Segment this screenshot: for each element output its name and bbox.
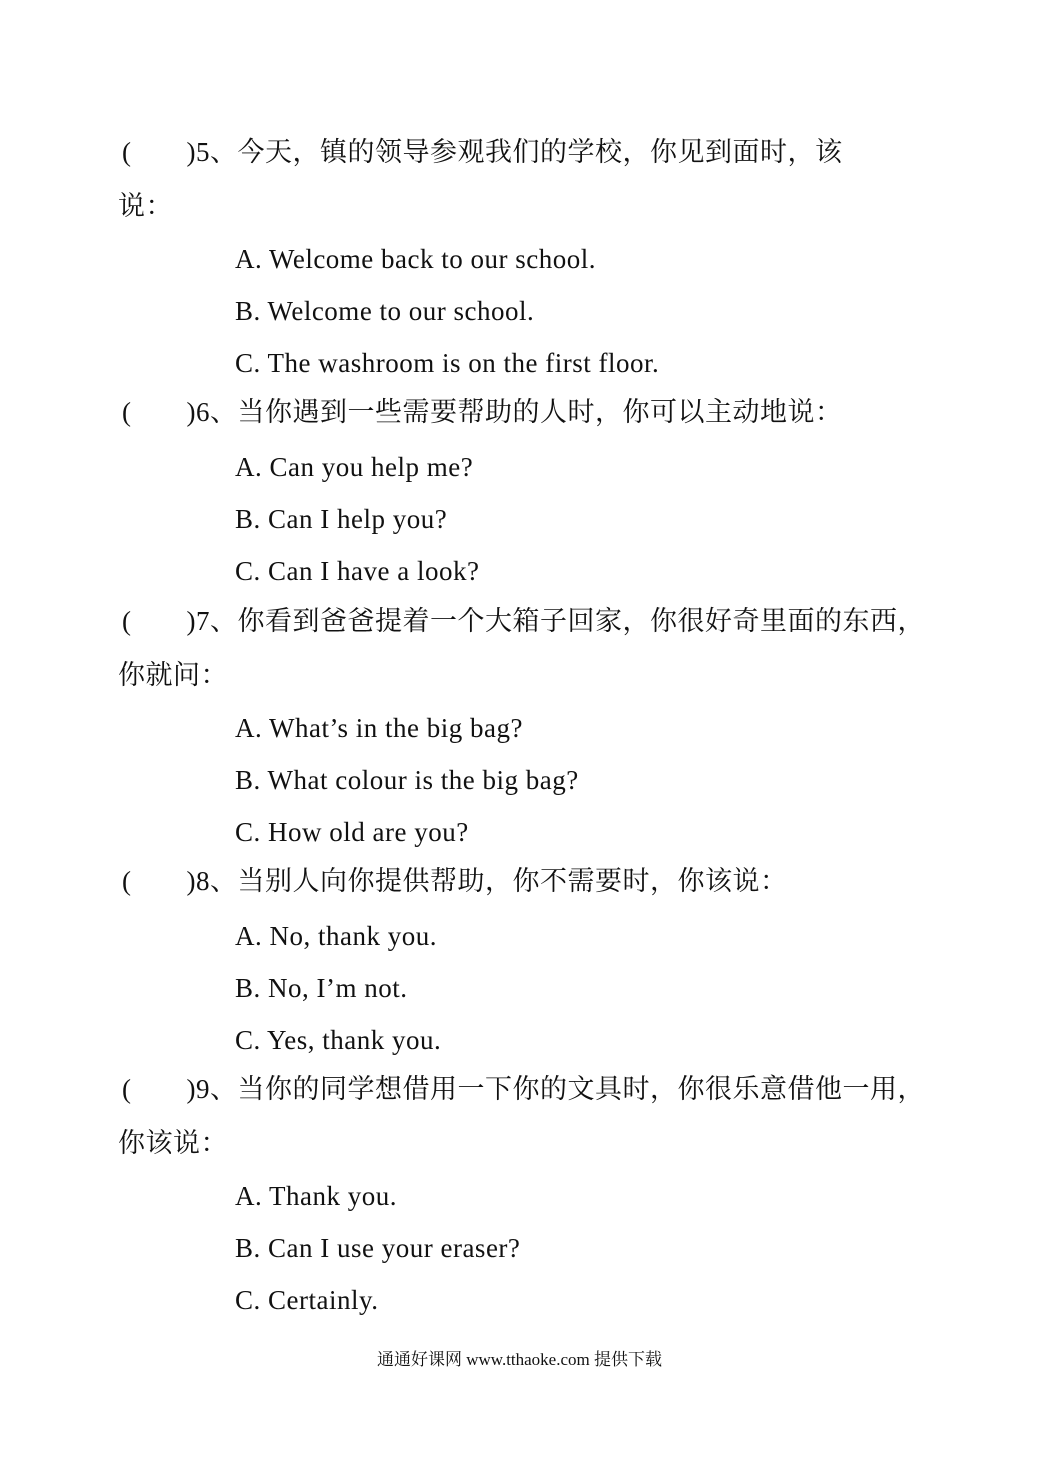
question-6-option-b: B. Can I help you? [235,504,448,534]
question-8-option-c: C. Yes, thank you. [235,1025,442,1055]
question-8-stem: ( )8、当别人向你提供帮助，你不需要时，你该说： [122,866,788,896]
question-7-option-c: C. How old are you? [235,817,469,847]
question-8-option-b: B. No, I’m not. [235,973,408,1003]
question-5-stem-continued: 说： [118,191,173,221]
question-9-stem: ( )9、当你的同学想借用一下你的文具时，你很乐意借他一用， [122,1074,925,1104]
question-7-stem-continued: 你就问： [118,660,228,690]
question-7-option-b: B. What colour is the big bag? [235,765,579,795]
question-7-option-a: A. What’s in the big bag? [235,713,523,743]
question-9-stem-continued: 你该说： [118,1128,228,1158]
question-9-option-a: A. Thank you. [235,1181,397,1211]
question-7-stem: ( )7、你看到爸爸提着一个大箱子回家，你很好奇里面的东西， [122,606,925,636]
question-6-option-a: A. Can you help me? [235,452,474,482]
question-6-option-c: C. Can I have a look? [235,556,480,586]
question-5-option-b: B. Welcome to our school. [235,296,535,326]
question-6-stem: ( )6、当你遇到一些需要帮助的人时，你可以主动地说： [122,397,843,427]
question-5-option-c: C. The washroom is on the first floor. [235,348,660,378]
question-9-option-c: C. Certainly. [235,1285,379,1315]
page-footer: 通通好课网 www.tthaoke.com 提供下载 [376,1350,663,1369]
question-5-option-a: A. Welcome back to our school. [235,244,596,274]
question-5-stem: ( )5、今天，镇的领导参观我们的学校，你见到面时，该 [122,137,843,167]
question-9-option-b: B. Can I use your eraser? [235,1233,521,1263]
question-8-option-a: A. No, thank you. [235,921,437,951]
